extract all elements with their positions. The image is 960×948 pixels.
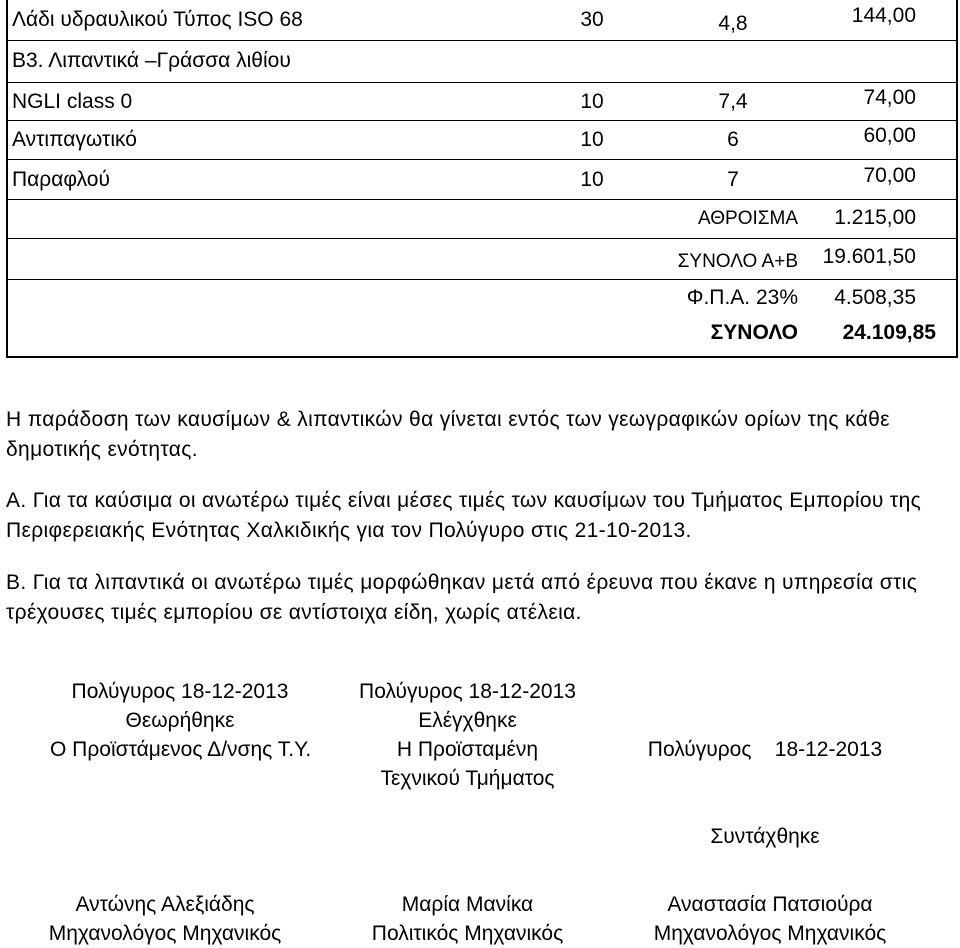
total-a-b-label: ΣΥΝΟΛΟ Α+Β — [677, 251, 798, 272]
item-total: 70,00 — [863, 164, 916, 187]
row-divider — [8, 199, 956, 200]
signer-checker — [335, 890, 600, 948]
row-divider — [8, 159, 956, 160]
signature-action: Θεωρήθηκε — [125, 709, 235, 732]
signer-name: Αναστασία Πατσιούρα — [667, 893, 873, 916]
item-description: Αντιπαγωτικό — [12, 128, 137, 151]
item-unit-price: 6 — [727, 128, 739, 151]
item-unit-price: 4,8 — [718, 12, 748, 35]
signer-title: Μηχανολόγος Μηχανικός — [48, 922, 282, 945]
signer-name: Μαρία Μανίκα — [401, 893, 534, 916]
signer-role: Η Προϊσταμένη — [396, 738, 539, 761]
place-date: Πολύγυρος 18-12-2013 — [359, 680, 576, 703]
sum-label: ΑΘΡΟΙΣΜΑ — [697, 208, 798, 229]
row-divider — [8, 279, 956, 280]
item-unit-price: 7 — [727, 168, 739, 191]
place-date: Πολύγυρος 18-12-2013 — [647, 738, 883, 761]
item-unit-price: 7,4 — [718, 90, 748, 113]
item-total: 144,00 — [851, 4, 916, 27]
note-b: Β. Για τα λιπαντικά οι ανωτέρω τιμές μορφώθηκαν μετά από έρευνα που έκανε η υπηρεσία στις τρέχουσες τιμές εμπορίου σε αντίστοιχα είδη, χωρίς ατέλεια. — [6, 571, 918, 624]
item-quantity: 10 — [580, 168, 604, 191]
item-total: 60,00 — [863, 124, 916, 147]
signature-block-checker — [335, 677, 600, 793]
item-quantity: 10 — [580, 128, 604, 151]
row-divider — [8, 82, 956, 83]
row-divider — [8, 40, 956, 41]
item-quantity: 10 — [580, 90, 604, 113]
signature-block-author — [620, 677, 910, 880]
signer-author — [620, 890, 920, 948]
item-quantity: 30 — [580, 8, 604, 31]
signature-block-reviewer — [50, 677, 310, 764]
signer-title: Πολιτικός Μηχανικός — [371, 922, 564, 945]
signer-role: Ο Προϊστάμενος Δ/νσης Τ.Υ. — [50, 738, 312, 761]
vat-label: Φ.Π.Α. 23% — [686, 286, 798, 309]
grand-total-label: ΣΥΝΟΛΟ — [710, 321, 798, 344]
row-divider — [8, 120, 956, 121]
signer-title: Μηχανολόγος Μηχανικός — [653, 922, 887, 945]
sum-value: 1.215,00 — [834, 206, 916, 229]
signature-action: Συντάχθηκε — [710, 825, 820, 848]
section-heading: Β3. Λιπαντικά –Γράσσα λιθίου — [12, 49, 291, 72]
place-date: Πολύγυρος 18-12-2013 — [71, 680, 289, 703]
total-a-b-value: 19.601,50 — [822, 245, 916, 268]
signer-reviewer — [20, 890, 310, 948]
item-description: Λάδι υδραυλικού Τύπος ISO 68 — [12, 8, 303, 31]
signer-role-dept: Τεχνικού Τμήματος — [380, 767, 555, 790]
item-total: 74,00 — [863, 86, 916, 109]
note-a: Α. Για τα καύσιμα οι ανωτέρω τιμές είναι μέσες τιμές των καυσίμων του Τμήματος Εμπορίου της Περιφερειακής Ενότητας Χαλκιδικής για τον Πολύγυρο στις 21-10-2013. — [6, 489, 922, 542]
grand-total-value: 24.109,85 — [842, 321, 936, 344]
item-description: Παραφλού — [12, 168, 110, 191]
signature-action: Ελέγχθηκε — [418, 709, 517, 732]
cost-table — [6, 0, 958, 358]
item-description: NGLI class 0 — [12, 90, 133, 113]
vat-value: 4.508,35 — [834, 286, 916, 309]
signer-name: Αντώνης Αλεξιάδης — [75, 893, 255, 916]
delivery-note: Η παράδοση των καυσίμων & λιπαντικών θα γίνεται εντός των γεωγραφικών ορίων της κάθε δημοτικής ενότητας. — [6, 408, 890, 461]
row-divider — [8, 238, 956, 239]
